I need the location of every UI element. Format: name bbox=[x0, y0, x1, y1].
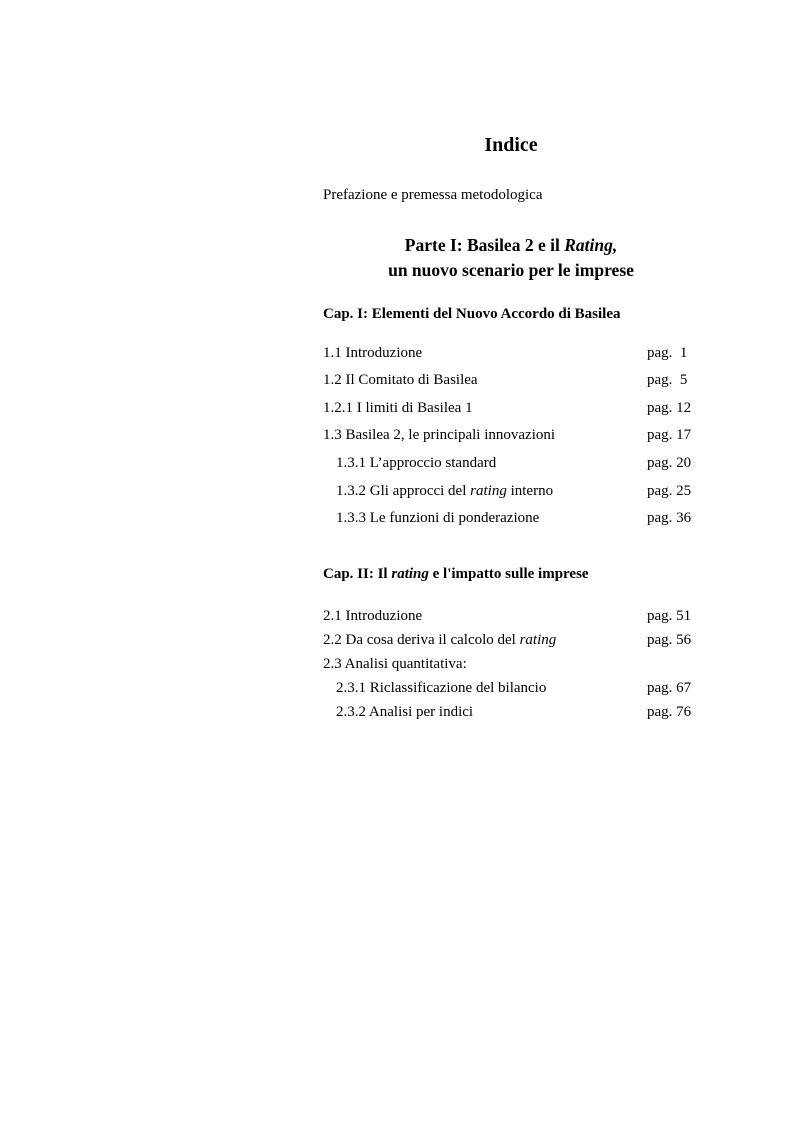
toc-entry-label-prefix: 1.3.2 Gli approcci del bbox=[336, 483, 471, 499]
toc-entry bbox=[323, 345, 699, 365]
toc-entry bbox=[323, 510, 699, 530]
toc-entry-label: 2.3.1 Riclassificazione del bilancio bbox=[336, 680, 547, 696]
preface-entry: Prefazione e premessa metodologica bbox=[323, 187, 543, 203]
toc-entry-label-italic: rating bbox=[470, 483, 507, 499]
chapter-one-title: Cap. I: Elementi del Nuovo Accordo di Basilea bbox=[323, 306, 621, 322]
toc-entry bbox=[323, 680, 699, 700]
toc-entry-label bbox=[336, 483, 553, 500]
chapter-two-title-suffix: e l'impatto sulle imprese bbox=[428, 566, 589, 582]
toc-entry-page: pag. 67 bbox=[647, 680, 692, 696]
toc-entry-label: 1.3 Basilea 2, le principali innovazioni bbox=[323, 427, 556, 443]
chapter-two-title-italic: rating bbox=[391, 566, 429, 582]
toc-entry-page: pag. 76 bbox=[647, 704, 692, 720]
toc-entry bbox=[323, 608, 699, 628]
toc-entry bbox=[323, 704, 699, 724]
toc-entry-page: pag. 20 bbox=[647, 455, 692, 471]
toc-entry-page: pag. 56 bbox=[647, 632, 692, 648]
toc-entry-page: pag. 5 bbox=[647, 372, 688, 388]
toc-entry-label: 2.3.2 Analisi per indici bbox=[336, 704, 474, 720]
part-one-rating-word: Rating, bbox=[564, 235, 618, 255]
toc-entry bbox=[323, 483, 699, 503]
toc-entry-label-prefix: 2.2 Da cosa deriva il calcolo del bbox=[323, 632, 520, 648]
toc-entry bbox=[323, 632, 699, 652]
toc-entry-label: 1.2.1 I limiti di Basilea 1 bbox=[323, 400, 473, 416]
toc-entry-page: pag. 36 bbox=[647, 510, 692, 526]
toc-entry-label: 2.3 Analisi quantitativa: bbox=[323, 656, 467, 672]
toc-entry-label: 1.3.1 L’approccio standard bbox=[336, 455, 497, 471]
toc-entry bbox=[323, 455, 699, 475]
toc-entry-page: pag. 51 bbox=[647, 608, 692, 624]
toc-entry-page: pag. 12 bbox=[647, 400, 692, 416]
part-one-line-1 bbox=[323, 233, 699, 258]
toc-entry-label: 1.3.3 Le funzioni di ponderazione bbox=[336, 510, 540, 526]
toc-entry bbox=[323, 372, 699, 392]
toc-entry-label-suffix: interno bbox=[506, 483, 554, 499]
part-one-line-1-text: Parte I: Basilea 2 e il bbox=[404, 235, 565, 255]
part-one-line-2: un nuovo scenario per le imprese bbox=[388, 260, 634, 280]
chapter-two-title bbox=[323, 566, 589, 583]
toc-entry bbox=[323, 427, 699, 447]
index-title: Indice bbox=[484, 134, 538, 156]
part-one-heading bbox=[323, 233, 699, 283]
toc-entry-label: 2.1 Introduzione bbox=[323, 608, 423, 624]
toc-entry-page: pag. 25 bbox=[647, 483, 692, 499]
toc-entry-label: 1.1 Introduzione bbox=[323, 345, 423, 361]
chapter-two-title-prefix: Cap. II: Il bbox=[323, 566, 392, 582]
toc-entry-page: pag. 17 bbox=[647, 427, 692, 443]
toc-entry-page: pag. 1 bbox=[647, 345, 688, 361]
toc-entry bbox=[323, 656, 699, 676]
toc-entry bbox=[323, 400, 699, 420]
toc-entry-label: 1.2 Il Comitato di Basilea bbox=[323, 372, 478, 388]
toc-entry-label-italic: rating bbox=[519, 632, 557, 648]
toc-entry-label bbox=[323, 632, 556, 649]
